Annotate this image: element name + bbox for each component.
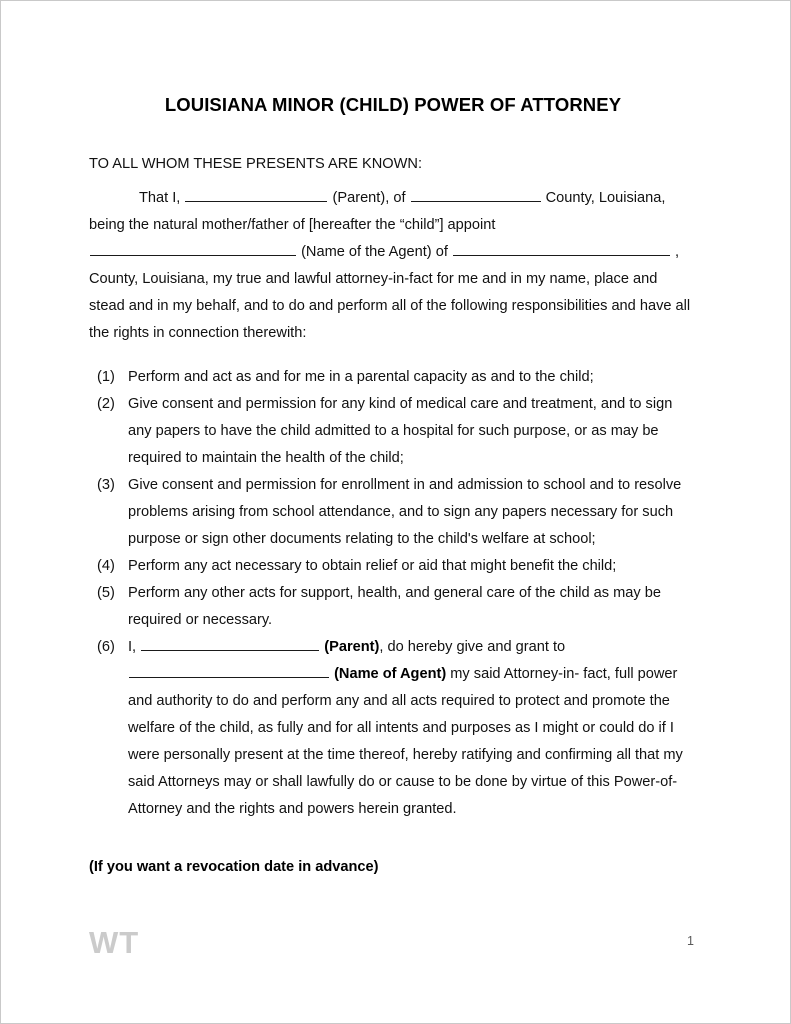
grant-agent-name-blank[interactable] [129,662,329,678]
grant-segment-1: I, [128,638,137,655]
intro-segment-2: (Parent), of [332,189,406,206]
page-title: LOUISIANA MINOR (CHILD) POWER OF ATTORNEY [164,94,622,115]
list-item-marker: (3) [97,476,115,493]
watermark-logo: WT [89,925,140,960]
intro-paragraph [89,172,697,347]
grant-segment-2: , do hereby give and grant to [379,638,566,655]
responsibilities-list [89,347,697,823]
list-item [89,553,697,580]
list-item-marker: (4) [97,557,115,574]
grant-agent-label: (Name of Agent) [334,665,447,682]
list-item-text: Perform and act as and for me in a parental capacity as and to the child; [128,368,594,385]
intro-segment-5: , County, Louisiana, my true and lawful attorney-in-fact for me and in my name, place and stead and in my behalf, and to do and perform all of the following responsibilities and have all the rights in connection therewith: [89,243,691,341]
list-item-text: Perform any act necessary to obtain relief or aid that might benefit the child; [128,557,617,574]
list-item-marker: (1) [97,368,115,385]
salutation-line: TO ALL WHOM THESE PRESENTS ARE KNOWN: [89,156,423,173]
grant-segment-3: my said Attorney-in- fact, full power and authority to do and perform any and all acts required to protect and promote the welfare of the child, as fully and for all intents and purposes as I might or could do if I were personally present at the time thereof, hereby ratifying and confirming all that my said Attorneys may or shall lawfully do or cause to be done by virtue of this Power-of-Attorney and the rights and powers herein granted. [128,665,683,817]
document-content [89,1,697,875]
list-item [89,580,697,634]
agent-county-blank[interactable] [453,240,670,256]
intro-segment-1: That I, [139,189,181,206]
grant-parent-name-blank[interactable] [141,635,319,651]
list-item [89,364,697,391]
list-item-text: Perform any other acts for support, health, and general care of the child as may be required or necessary. [128,584,661,628]
parent-name-blank[interactable] [185,186,327,202]
list-item-text: Give consent and permission for any kind of medical care and treatment, and to sign any papers to have the child admitted to a hospital for such purpose, or as may be required to maintain the health of the child; [128,395,673,466]
page-number: 1 [687,934,694,948]
list-item-text: Give consent and permission for enrollment in and admission to school and to resolve problems arising from school attendance, and to sign any papers necessary for such purpose or sign other documents relating to the child's welfare at school; [128,476,682,547]
grant-parent-label: (Parent) [324,638,380,655]
list-item-marker: (2) [97,395,115,412]
county-blank[interactable] [411,186,541,202]
list-item-marker: (6) [97,638,115,655]
list-item [89,472,697,553]
revocation-note: (If you want a revocation date in advance) [89,858,379,875]
intro-segment-3: County, Louisiana, being the natural mother/father of [hereafter the “child”] appoint [89,189,666,233]
agent-name-blank[interactable] [90,240,296,256]
intro-segment-4: (Name of the Agent) of [301,243,448,260]
list-item-marker: (5) [97,584,115,601]
list-item [89,391,697,472]
list-item-grant-clause [89,634,697,823]
